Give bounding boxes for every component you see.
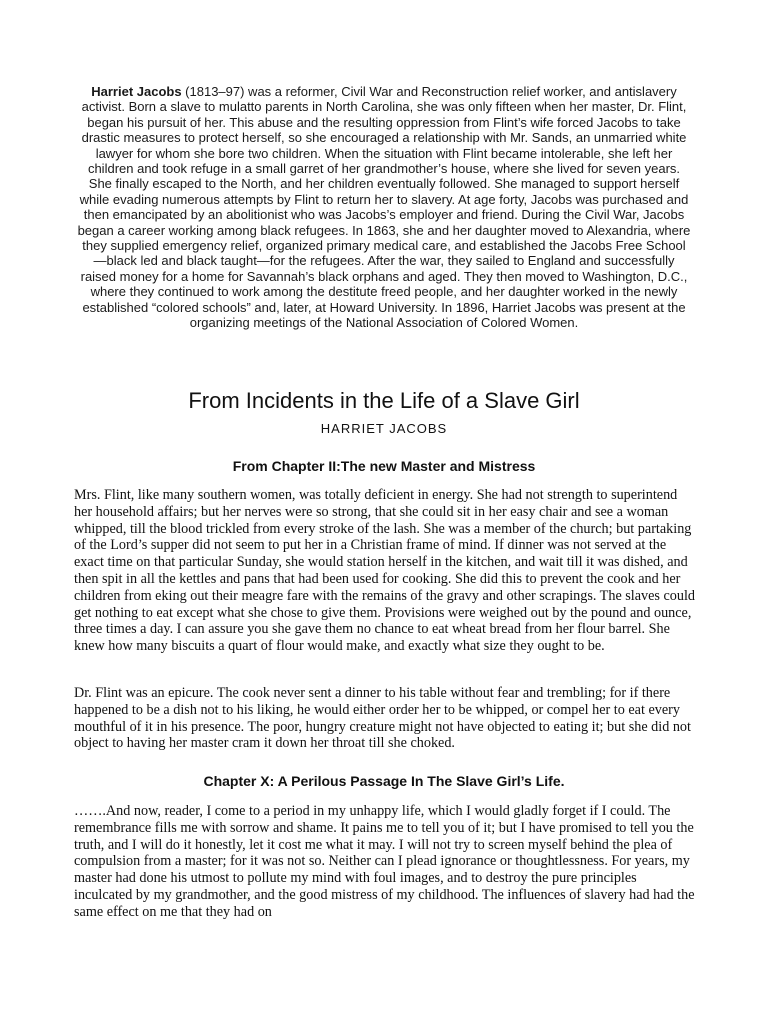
chapter-2-heading: From Chapter II:The new Master and Mistress <box>232 458 536 474</box>
chapter-10-heading: Chapter X: A Perilous Passage In The Slave Girl’s Life. <box>203 773 565 789</box>
chapter-10-paragraph-1: …….And now, reader, I come to a period in my unhappy life, which I would gladly forget if I could. The remembrance fills me with sorrow and shame. It pains me to tell you of it; but I have promised to tell you the truth, and I will do it honestly, let it cost me what it may. I will not try to screen myself behind the plea of compulsion from a master; for it was not so. Neither can I plead ignorance or thoughtlessness. For years, my master had done his utmost to pollute my mind with foul images, and to destroy the pure principles inculcated by my grandmother, and the good mistress of my childhood. The influences of slavery had had the same effect on me that they had on <box>74 803 695 920</box>
chapter-2-paragraph-1: Mrs. Flint, like many southern women, was totally deficient in energy. She had not strength to superintend her household affairs; but her nerves were so strong, that she could sit in her easy chair and see a woman whipped, till the blood trickled from every stroke of the lash. She was a member of the church; but partaking of the Lord’s supper did not seem to put her in a Christian frame of mind. If dinner was not served at the exact time on that particular Sunday, she would station herself in the kitchen, and wait till it was dished, and then spit in all the kettles and pans that had been used for cooking. She did this to prevent the cook and her children from eking out their meagre fare with the remains of the gravy and other scrapings. The slaves could get nothing to eat except what she chose to give them. Provisions were weighed out by the pound and ounce, three times a day. I can assure you she gave them no chance to eat wheat bread from her flour barrel. She knew how many biscuits a quart of flour would make, and exactly what size they ought to be. <box>74 487 696 655</box>
author-name-bold: Harriet Jacobs <box>91 84 182 99</box>
author-biography <box>76 84 692 331</box>
work-author: HARRIET JACOBS <box>320 421 448 436</box>
work-title: From Incidents in the Life of a Slave Girl <box>188 388 580 413</box>
biography-text: (1813–97) was a reformer, Civil War and Reconstruction relief worker, and antislavery activist. Born a slave to mulatto parents in North Carolina, she was only fifteen when her master, Dr. Flint, began his pursuit of her. This abuse and the resulting oppression from Flint’s wife forced Jacobs to take drastic measures to protect herself, so she encouraged a relationship with Mr. Sands, an unmarried white lawyer for whom she bore two children. When the situation with Flint became intolerable, she left her children and took refuge in a small garret of her grandmother’s house, where she lived for seven years. She finally escaped to the North, and her children eventually followed. She managed to support herself while evading numerous attempts by Flint to return her to slavery. At age forty, Jacobs was purchased and then emancipated by an abolitionist who was Jacobs’s employer and friend. During the Civil War, Jacobs began a career working among black refugees. In 1863, she and her daughter moved to Alexandria, where they supplied emergency relief, organized primary medical care, and established the Jacobs Free School—black led and black taught—for the refugees. After the war, they sailed to England and successfully raised money for a home for Savannah’s black orphans and aged. They then moved to Washington, D.C., where they continued to work among the destitute freed people, and her daughter worked in the newly established “colored schools” and, later, at Howard University. In 1896, Harriet Jacobs was present at the organizing meetings of the National Association of Colored Women. <box>77 84 691 331</box>
chapter-2-paragraph-2: Dr. Flint was an epicure. The cook never sent a dinner to his table without fear and trembling; for if there happened to be a dish not to his liking, he would either order her to be whipped, or compel her to eat every mouthful of it in his presence. The poor, hungry creature might not have objected to eating it; but she did not object to having her master cram it down her throat till she choked. <box>74 685 691 752</box>
